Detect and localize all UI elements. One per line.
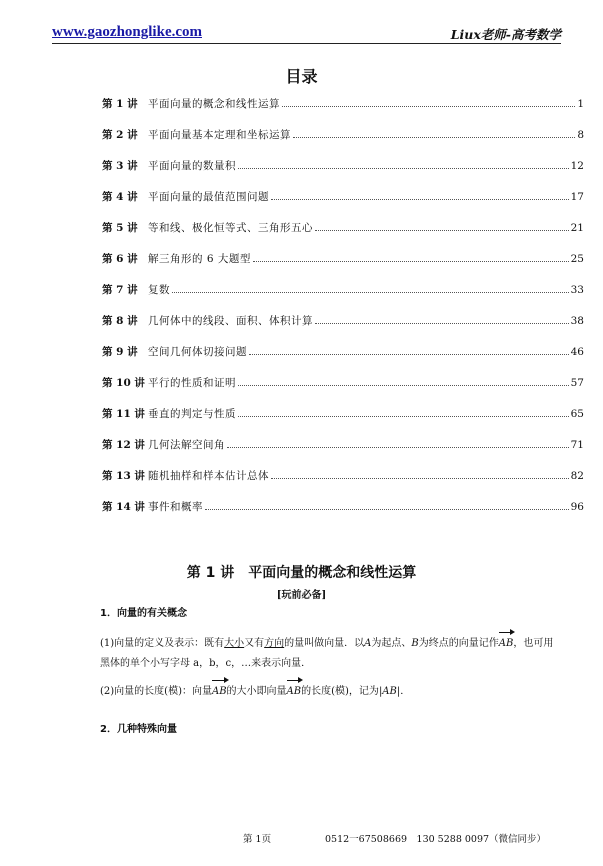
toc-item-page: 1 — [577, 98, 584, 110]
toc-item-page: 71 — [570, 439, 584, 451]
text: (1)向量的定义及表示：既有 — [100, 638, 225, 649]
toc-item-number: 第 3 讲 — [102, 160, 138, 172]
toc-item-number: 第 10 讲 — [102, 377, 145, 389]
toc-item-title: 空间几何体切接问题 — [148, 346, 247, 358]
toc-item-page: 33 — [570, 284, 584, 296]
section-subtitle: [玩前必备] — [276, 590, 327, 601]
toc-item-title: 平面向量的最值范围问题 — [148, 191, 269, 203]
toc-item[interactable] — [102, 189, 584, 220]
toc-leader-dots — [315, 230, 569, 231]
toc-item-title: 等和线、极化恒等式、三角形五心 — [148, 222, 313, 234]
toc-item-number: 第 4 讲 — [102, 191, 138, 203]
heading-special-vectors: 2．几种特殊向量 — [100, 724, 177, 735]
toc-item-title: 平行的性质和证明 — [148, 377, 236, 389]
toc-item-title: 复数 — [148, 284, 170, 296]
text: 为终点的向量记作 — [418, 638, 499, 649]
toc-item-page: 38 — [570, 315, 584, 327]
point-b: B — [411, 638, 419, 649]
text: 的长度(模)，记为 — [301, 686, 379, 697]
text: 的大小即向量 — [226, 686, 287, 697]
toc-item-page: 57 — [570, 377, 584, 389]
toc-leader-dots — [315, 323, 569, 324]
toc-item-number: 第 6 讲 — [102, 253, 138, 265]
toc-leader-dots — [205, 509, 569, 510]
page-number: 第 1页 — [243, 834, 272, 845]
toc-item-title: 事件和概率 — [148, 501, 203, 513]
vector-ab: AB — [499, 630, 514, 654]
table-of-contents — [102, 96, 584, 530]
toc-item[interactable] — [102, 220, 584, 251]
site-link[interactable]: www.gaozhonglike.com — [52, 24, 202, 40]
toc-item-number: 第 5 讲 — [102, 222, 138, 234]
toc-item-number: 第 2 讲 — [102, 129, 138, 141]
vector-magnitude: |AB| — [378, 686, 401, 697]
point-a: A — [364, 638, 372, 649]
toc-item[interactable] — [102, 468, 584, 499]
text: ． — [400, 686, 411, 697]
heading-vector-concepts: 1．向量的有关概念 — [100, 608, 187, 619]
text: (2)向量的长度(模)：向量 — [100, 686, 212, 697]
text-underlined-direction: 方向 — [264, 638, 285, 649]
text: 又有 — [244, 638, 265, 649]
toc-leader-dots — [271, 199, 569, 200]
text: 为起点、 — [371, 638, 412, 649]
toc-item-title: 平面向量的数量积 — [148, 160, 236, 172]
toc-item-number: 第 8 讲 — [102, 315, 138, 327]
toc-item-page: 46 — [570, 346, 584, 358]
page-header — [52, 22, 561, 44]
toc-item-number: 第 14 讲 — [102, 501, 145, 513]
toc-item[interactable] — [102, 127, 584, 158]
toc-item[interactable] — [102, 344, 584, 375]
toc-leader-dots — [249, 354, 569, 355]
toc-item[interactable] — [102, 313, 584, 344]
toc-item-title: 垂直的判定与性质 — [148, 408, 236, 420]
toc-title: 目录 — [285, 67, 318, 86]
toc-leader-dots — [238, 385, 569, 386]
text: 黑体的单个小写字母 a，b，c，…来表示向量． — [100, 658, 312, 669]
toc-item-number: 第 13 讲 — [102, 470, 145, 482]
toc-leader-dots — [238, 168, 569, 169]
toc-item-page: 21 — [570, 222, 584, 234]
toc-item-number: 第 1 讲 — [102, 98, 138, 110]
toc-item-number: 第 9 讲 — [102, 346, 138, 358]
toc-item[interactable] — [102, 158, 584, 189]
toc-item[interactable] — [102, 406, 584, 437]
toc-item-title: 随机抽样和样本估计总体 — [148, 470, 269, 482]
toc-item[interactable] — [102, 375, 584, 406]
toc-item-page: 96 — [570, 501, 584, 513]
toc-leader-dots — [227, 447, 569, 448]
toc-item-title: 几何法解空间角 — [148, 439, 225, 451]
contact-phone: 0512一67508669 130 5288 0097（微信同步） — [325, 834, 547, 845]
toc-item-number: 第 11 讲 — [102, 408, 145, 420]
author-label: Liux老师-高考数学 — [450, 27, 561, 42]
vector-ab: AB — [287, 678, 302, 702]
toc-leader-dots — [282, 106, 575, 107]
toc-item-page: 8 — [577, 129, 584, 141]
toc-item[interactable] — [102, 96, 584, 127]
toc-item-page: 25 — [570, 253, 584, 265]
text: ，也可用 — [513, 638, 554, 649]
paragraph-vector-length — [100, 678, 586, 702]
toc-item-title: 解三角形的 6 大题型 — [148, 253, 251, 265]
toc-item-title: 平面向量基本定理和坐标运算 — [148, 129, 291, 141]
toc-leader-dots — [172, 292, 569, 293]
toc-leader-dots — [293, 137, 575, 138]
text-underlined-magnitude: 大小 — [224, 638, 245, 649]
vector-ab: AB — [212, 678, 227, 702]
toc-item-page: 65 — [570, 408, 584, 420]
toc-item[interactable] — [102, 437, 584, 468]
toc-item-page: 17 — [570, 191, 584, 203]
toc-item-title: 几何体中的线段、面积、体积计算 — [148, 315, 313, 327]
toc-item-title: 平面向量的概念和线性运算 — [148, 98, 280, 110]
toc-item-page: 12 — [570, 160, 584, 172]
toc-item-number: 第 7 讲 — [102, 284, 138, 296]
toc-item[interactable] — [102, 282, 584, 313]
toc-leader-dots — [271, 478, 569, 479]
toc-item[interactable] — [102, 499, 584, 530]
section-title: 第 1 讲 平面向量的概念和线性运算 — [186, 565, 417, 581]
toc-item-page: 82 — [570, 470, 584, 482]
paragraph-vector-definition — [100, 630, 586, 674]
text: 的量叫做向量．以 — [284, 638, 365, 649]
toc-leader-dots — [238, 416, 569, 417]
toc-leader-dots — [253, 261, 569, 262]
toc-item-number: 第 12 讲 — [102, 439, 145, 451]
toc-item[interactable] — [102, 251, 584, 282]
